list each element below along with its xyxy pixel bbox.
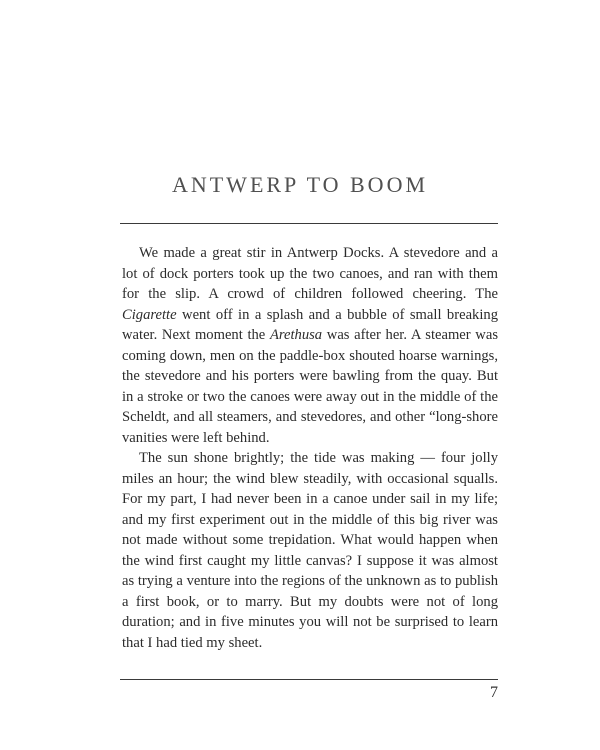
italic-boat-name: Cigarette	[122, 306, 177, 323]
paragraph-text: was after her. A steamer was coming down, men on the paddle-box shouted hoarse warnings, the stevedore and his porters were bawling from the quay. But in a stroke or two the canoes were away out in the middle of the Scheldt, and all steamers, and stevedores, and other “long-shore vanities were left behind.	[122, 327, 499, 446]
title-rule	[120, 223, 498, 224]
footer-rule	[120, 679, 498, 680]
paragraph	[122, 243, 498, 448]
chapter-title: ANTWERP TO BOOM	[171, 172, 429, 197]
paragraph-text: went off in a splash and a bubble of small breaking water. Next moment the	[122, 306, 498, 343]
italic-boat-name: Arethusa	[269, 327, 323, 343]
page-number: 7	[490, 684, 498, 701]
paragraph-text: We made a great stir in Antwerp Docks. A stevedore and a lot of dock porters took up the two canoes, and ran with them for the slip. A crowd of children followed cheering. The	[122, 245, 498, 302]
body-text	[122, 243, 498, 653]
paragraph: The sun shone brightly; the tide was making — four jolly miles an hour; the wind blew steadily, with occasional squalls. For my part, I had never been in a canoe under sail in my life; and my first experiment out in the middle of this big river was not made without some trepidation. What would happen when the wind first caught my little canvas? I suppose it was almost as trying a venture into the regions of the unknown as to publish a first book, or to marry. But my doubts were not of long duration; and in five minutes you will not be surprised to learn that I had tied my sheet.	[122, 450, 498, 651]
